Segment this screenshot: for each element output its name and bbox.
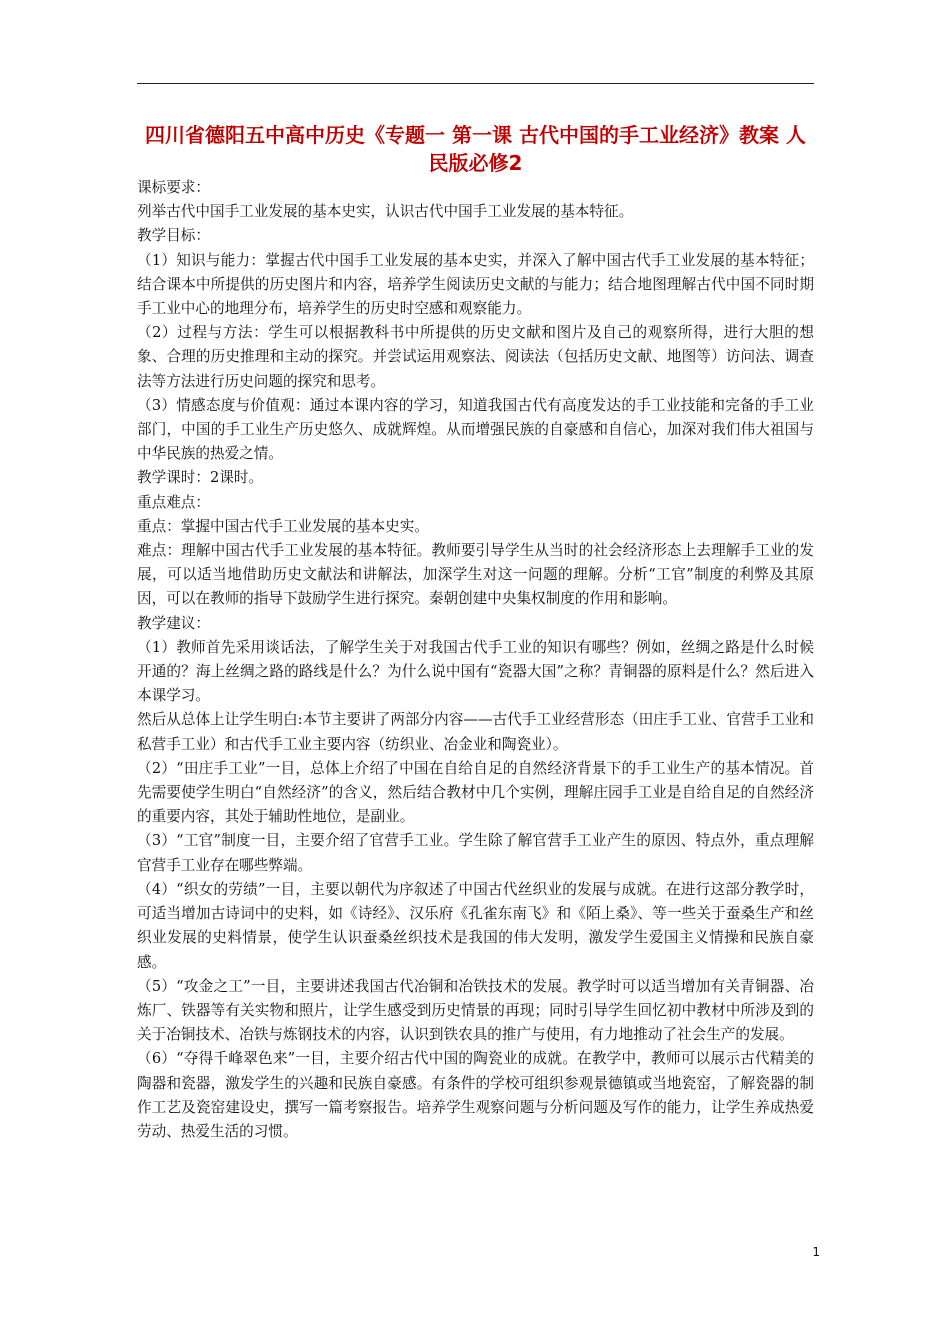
paragraph: （1）教师首先采用谈话法，了解学生关于对我国古代手工业的知识有哪些？例如，丝绸之路是什么时候开通的？海上丝绸之路的路线是什么？为什么说中国有“瓷器大国”之称？青铜器的原料是什么？然后进入本课学习。 <box>137 638 814 705</box>
paragraph: （4）“织女的劳绩”一目，主要以朝代为序叙述了中国古代丝织业的发展与成就。在进行这部分教学时，可适当增加古诗词中的史料，如《诗经》、汉乐府《孔雀东南飞》和《陌上桑》、等一些关于蚕桑生产和丝织业发展的史料情景，使学生认识蚕桑丝织技术是我国的伟大发明，激发学生爱国主义情操和民族自豪感。 <box>137 880 814 971</box>
document-body <box>137 176 814 1144</box>
paragraph: 教学课时：2课时。 <box>137 469 264 487</box>
paragraph: 教学目标： <box>137 227 210 245</box>
paragraph: （6）“夺得千峰翠色来”一目，主要介绍古代中国的陶瓷业的成就。在教学中，教师可以展示古代精美的陶器和瓷器，激发学生的兴趣和民族自豪感。有条件的学校可组织参观景德镇或当地瓷窑，了解瓷器的制作工艺及瓷窑建设史，撰写一篇考察报告。培养学生观察问题与分析问题及写作的能力，让学生养成热爱劳动、热爱生活的习惯。 <box>137 1050 814 1140</box>
paragraph: 难点：理解中国古代手工业发展的基本特征。教师要引导学生从当时的社会经济形态上去理解手工业的发展，可以适当地借助历史文献法和讲解法，加深学生对这一问题的理解。分析“工官”制度的利弊及其原因，可以在教师的指导下鼓励学生进行探究。秦朝创建中央集权制度的作用和影响。 <box>137 542 814 608</box>
paragraph: 重点难点： <box>137 493 210 511</box>
header-rule <box>137 83 814 84</box>
paragraph: 列举古代中国手工业发展的基本史实，认识古代中国手工业发展的基本特征。 <box>137 203 634 221</box>
paragraph: （2）“田庄手工业”一目，总体上介绍了中国在自给自足的自然经济背景下的手工业生产的基本情况。首先需要使学生明白“自然经济”的含义，然后结合教材中几个实例，理解庄园手工业是自给自足的自然经济的重要内容，其处于辅助性地位，是副业。 <box>137 759 814 826</box>
paragraph: （2）过程与方法：学生可以根据教科书中所提供的历史文献和图片及自己的观察所得，进行大胆的想象、合理的历史推理和主动的探究。并尝试运用观察法、阅读法（包括历史文献、地图等）访问法、调查法等方法进行历史问题的探究和思考。 <box>137 324 814 390</box>
paragraph: 教学建议： <box>137 614 210 632</box>
paragraph: （5）“攻金之工”一目，主要讲述我国古代冶铜和冶铁技术的发展。教学时可以适当增加有关青铜器、冶炼厂、铁器等有关实物和照片，让学生感受到历史情景的再现；同时引导学生回忆初中教材中所涉及到的关于冶铜技术、冶铁与炼钢技术的内容，认识到铁农具的推广与使用，有力地推动了社会生产的发展。 <box>137 977 814 1044</box>
document-title: 四川省德阳五中高中历史《专题一 第一课 古代中国的手工业经济》教案 人民版必修2 <box>145 123 806 175</box>
paragraph: 课标要求： <box>137 179 210 196</box>
page-number: 1 <box>812 1245 820 1259</box>
paragraph: （3）情感态度与价值观：通过本课内容的学习，知道我国古代有高度发达的手工业技能和完备的手工业部门，中国的手工业生产历史悠久、成就辉煌。从而增强民族的自豪感和自信心，加深对我们伟大祖国与中华民族的热爱之情。 <box>137 396 814 463</box>
paragraph: 然后从总体上让学生明白:本节主要讲了两部分内容——古代手工业经营形态（田庄手工业、官营手工业和私营手工业）和古代手工业主要内容（纺织业、冶金业和陶瓷业）。 <box>137 711 814 753</box>
paragraph: （3）“工官”制度一目，主要介绍了官营手工业。学生除了解官营手工业产生的原因、特点外，重点理解官营手工业存在哪些弊端。 <box>137 832 814 874</box>
paragraph: （1）知识与能力：掌握古代中国手工业发展的基本史实，并深入了解中国古代手工业发展的基本特征；结合课本中所提供的历史图片和内容，培养学生阅读历史文献的与能力；结合地图理解古代中国不同时期手工业中心的地理分布，培养学生的历史时空感和观察能力。 <box>137 251 814 318</box>
paragraph: 重点：掌握中国古代手工业发展的基本史实。 <box>137 517 429 535</box>
